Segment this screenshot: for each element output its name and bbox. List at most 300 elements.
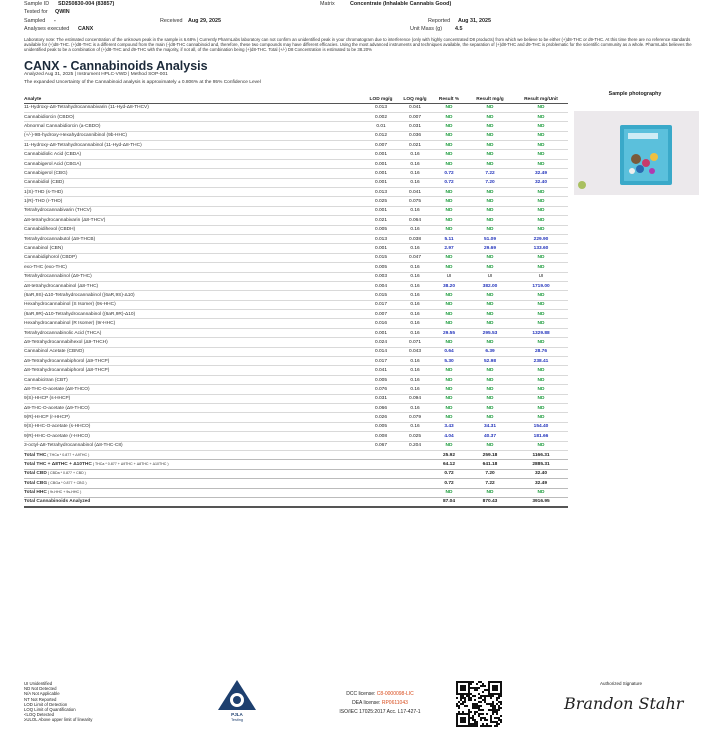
- result-mg-per-unit: ND: [514, 366, 568, 375]
- lod-value: 0.016: [364, 319, 398, 328]
- result-mg-per-g: ND: [466, 131, 514, 140]
- lod-value: 0.021: [364, 216, 398, 225]
- result-percent: ND: [432, 404, 466, 413]
- result-percent: 5.11: [432, 234, 466, 243]
- lod-value: 0.015: [364, 253, 398, 262]
- loq-value: 0.007: [398, 112, 432, 121]
- pjla-accreditation-logo: [214, 678, 260, 724]
- lod-value: 0.013: [364, 234, 398, 243]
- loq-value: 0.16: [398, 272, 432, 281]
- col-analyte: Analyte: [24, 88, 364, 103]
- lod-value: 0.013: [364, 103, 398, 112]
- result-mg-per-g: 40.37: [466, 432, 514, 441]
- analyte-name: 9(S)-HHCP (s-HHCP): [24, 394, 364, 403]
- blank: [364, 460, 398, 469]
- result-mg-per-unit: ND: [514, 441, 568, 450]
- result-percent: ND: [432, 103, 466, 112]
- tested-for: QWIN: [55, 9, 70, 16]
- result-percent: ND: [432, 197, 466, 206]
- table-row: [24, 216, 568, 225]
- total-percent: ND: [432, 488, 466, 497]
- table-row: [24, 141, 568, 150]
- analyte-name: 9(R)-HHC-O-acetate (r-HHCO): [24, 432, 364, 441]
- analyzed-line: Analyzed Aug 31, 2025 | Instrument HPLC-VWD | Method SOP-001: [24, 72, 168, 77]
- analyte-name: Cannabinol Acetate (CBNO): [24, 347, 364, 356]
- sample-id-label: Sample ID: [24, 1, 50, 7]
- result-mg-per-unit: ND: [514, 413, 568, 422]
- total-row: [24, 460, 568, 469]
- signature-label: Authorized Signature: [600, 681, 643, 686]
- loq-value: 0.16: [398, 225, 432, 234]
- result-mg-per-g: ND: [466, 291, 514, 300]
- legend-item: ND Not Detected: [24, 686, 57, 692]
- col-loq: LOQ mg/g: [398, 88, 432, 103]
- analyte-name: Cannabidiphorol (CBDP): [24, 253, 364, 262]
- table-header-row: [24, 88, 568, 103]
- result-mg-per-unit: ND: [514, 404, 568, 413]
- reported-label: Reported: [428, 17, 451, 24]
- col-result-unit: Result mg/Unit: [514, 88, 568, 103]
- table-row: [24, 441, 568, 450]
- total-mg-per-g: 259.18: [466, 450, 514, 459]
- table-row: [24, 253, 568, 262]
- blank: [364, 479, 398, 488]
- analyte-name: Δ9-Tetrahydrocannabiphorol (Δ9-THCP): [24, 357, 364, 366]
- result-mg-per-unit: 32.40: [514, 178, 568, 187]
- sample-id: SD250830-004 (83857): [58, 1, 115, 7]
- table-row: [24, 150, 568, 159]
- result-mg-per-g: ND: [466, 441, 514, 450]
- loq-value: 0.047: [398, 253, 432, 262]
- analyte-name: Cannabidihexol (CBDH): [24, 225, 364, 234]
- total-percent: 87.04: [432, 497, 466, 506]
- dea-number: RP0611043: [381, 700, 408, 706]
- loq-value: 0.041: [398, 103, 432, 112]
- table-row: [24, 300, 568, 309]
- analyte-name: Δ8-THC-O-acetate (Δ8-THCO): [24, 385, 364, 394]
- dcc-label: DCC license:: [346, 691, 376, 697]
- table-row: [24, 366, 568, 375]
- lod-value: 0.031: [364, 394, 398, 403]
- analyte-name: 1(S)-THD (s-THD): [24, 188, 364, 197]
- analyte-name: Cannabigerol (CBG): [24, 169, 364, 178]
- result-percent: ND: [432, 159, 466, 168]
- result-percent: ND: [432, 141, 466, 150]
- table-row: [24, 347, 568, 356]
- result-percent: ND: [432, 394, 466, 403]
- analyte-name: 3-octyl-Δ8-Tetrahydrocannabinol (Δ8-THC-C8): [24, 441, 364, 450]
- result-mg-per-unit: 32.49: [514, 169, 568, 178]
- result-mg-per-unit: ND: [514, 319, 568, 328]
- result-mg-per-unit: 229.90: [514, 234, 568, 243]
- received-label: Received: [160, 17, 183, 24]
- lod-value: 0.012: [364, 131, 398, 140]
- lod-value: 0.007: [364, 141, 398, 150]
- reported-date: Aug 31, 2025: [458, 17, 491, 24]
- result-percent: ND: [432, 150, 466, 159]
- lod-value: 0.076: [364, 385, 398, 394]
- table-row: [24, 263, 568, 272]
- table-row: [24, 338, 568, 347]
- total-mg-per-unit: ND: [514, 488, 568, 497]
- total-mg-per-g: 641.18: [466, 460, 514, 469]
- total-percent: 0.72: [432, 479, 466, 488]
- lod-value: 0.005: [364, 263, 398, 272]
- result-mg-per-g: 7.22: [466, 169, 514, 178]
- lod-value: 0.001: [364, 206, 398, 215]
- total-mg-per-g: ND: [466, 488, 514, 497]
- result-mg-per-unit: UI: [514, 272, 568, 281]
- legend-item: NT Not Reported: [24, 696, 57, 702]
- loq-value: 0.16: [398, 422, 432, 431]
- sampled: -: [54, 17, 56, 24]
- result-percent: ND: [432, 319, 466, 328]
- table-row: [24, 103, 568, 112]
- loq-value: 0.071: [398, 338, 432, 347]
- lod-value: 0.001: [364, 169, 398, 178]
- sampled-label: Sampled: [24, 17, 46, 24]
- result-mg-per-unit: ND: [514, 385, 568, 394]
- lod-value: 0.001: [364, 178, 398, 187]
- table-row: [24, 375, 568, 384]
- total-mg-per-unit: 1166.31: [514, 450, 568, 459]
- loq-value: 0.094: [398, 394, 432, 403]
- analyte-name: Tetrahydrocannabinolic Acid (THCA): [24, 328, 364, 337]
- total-mg-per-unit: 32.49: [514, 479, 568, 488]
- result-mg-per-g: ND: [466, 385, 514, 394]
- lod-value: 0.008: [364, 432, 398, 441]
- legend-item: ≥ULOL Above upper limit of linearity: [24, 717, 93, 723]
- result-mg-per-g: 382.00: [466, 281, 514, 290]
- pjla-logo-subtext: Testing: [230, 718, 244, 722]
- lod-value: 0.025: [364, 197, 398, 206]
- blank: [364, 450, 398, 459]
- result-mg-per-g: 51.09: [466, 234, 514, 243]
- lod-value: 0.001: [364, 150, 398, 159]
- result-mg-per-g: 295.53: [466, 328, 514, 337]
- analyte-name: Hexahydrocannabinol (S Isomer) (9s-HHC): [24, 300, 364, 309]
- sample-photography-label: Sample photography: [608, 91, 662, 97]
- total-row: [24, 469, 568, 478]
- result-mg-per-unit: ND: [514, 159, 568, 168]
- blank: [364, 469, 398, 478]
- result-mg-per-g: ND: [466, 225, 514, 234]
- analyte-name: Tetrahydrocannabinol (Δ9-THC): [24, 272, 364, 281]
- table-row: [24, 159, 568, 168]
- result-mg-per-g: ND: [466, 375, 514, 384]
- result-mg-per-unit: 28.76: [514, 347, 568, 356]
- total-name: Total THC ( THCa * 0.877 + Δ9THC ): [24, 450, 364, 459]
- lod-value: 0.004: [364, 281, 398, 290]
- table-row: [24, 272, 568, 281]
- legend-item: UI Unidentified: [24, 681, 53, 686]
- analyte-name: 9(R)-HHCP (r-HHCP): [24, 413, 364, 422]
- result-mg-per-unit: 154.40: [514, 422, 568, 431]
- loq-value: 0.041: [398, 188, 432, 197]
- result-mg-per-unit: ND: [514, 375, 568, 384]
- blank: [398, 450, 432, 459]
- result-mg-per-g: ND: [466, 319, 514, 328]
- analyte-name: Cannabicitran (CBT): [24, 375, 364, 384]
- table-row: [24, 197, 568, 206]
- result-mg-per-unit: ND: [514, 394, 568, 403]
- blank: [398, 497, 432, 506]
- result-percent: ND: [432, 122, 466, 131]
- result-percent: ND: [432, 300, 466, 309]
- result-mg-per-g: ND: [466, 263, 514, 272]
- table-row: [24, 432, 568, 441]
- result-mg-per-unit: ND: [514, 188, 568, 197]
- result-percent: ND: [432, 225, 466, 234]
- lod-value: 0.015: [364, 291, 398, 300]
- license-block: [320, 690, 440, 717]
- total-percent: 0.72: [432, 469, 466, 478]
- result-mg-per-g: ND: [466, 112, 514, 121]
- table-row: [24, 122, 568, 131]
- table-row: [24, 422, 568, 431]
- analyte-name: Cannabidiolic Acid (CBDA): [24, 150, 364, 159]
- total-percent: 64.12: [432, 460, 466, 469]
- result-mg-per-g: ND: [466, 404, 514, 413]
- result-mg-per-g: ND: [466, 197, 514, 206]
- loq-value: 0.064: [398, 216, 432, 225]
- analyte-name: (+/-)-9B-hydroxy-Hexahydrocannibinol (9b-HHC): [24, 131, 364, 140]
- received-date: Aug 29, 2025: [188, 17, 221, 24]
- analyte-name: 1(R)-THD (r-THD): [24, 197, 364, 206]
- analyte-name: (6aR,9R)-Δ10-Tetrahydrocannabinol ((6aR,9R)-Δ10): [24, 310, 364, 319]
- table-row: [24, 234, 568, 243]
- total-mg-per-unit: 32.40: [514, 469, 568, 478]
- loq-value: 0.16: [398, 385, 432, 394]
- result-percent: 3.43: [432, 422, 466, 431]
- table-row: [24, 188, 568, 197]
- loq-value: 0.16: [398, 150, 432, 159]
- loq-value: 0.038: [398, 234, 432, 243]
- analyte-name: 11-Hydroxy-Δ8-Tetrahydrocannabivarin (11-Hyd-Δ8-THCV): [24, 103, 364, 112]
- result-mg-per-unit: ND: [514, 131, 568, 140]
- loq-value: 0.204: [398, 441, 432, 450]
- result-mg-per-unit: ND: [514, 310, 568, 319]
- loq-value: 0.16: [398, 375, 432, 384]
- table-row: [24, 319, 568, 328]
- loq-value: 0.16: [398, 310, 432, 319]
- table-row: [24, 291, 568, 300]
- table-row: [24, 225, 568, 234]
- total-name: Total Cannabinoids Analyzed: [24, 497, 364, 506]
- result-percent: 0.72: [432, 169, 466, 178]
- result-mg-per-g: 34.31: [466, 422, 514, 431]
- lod-value: 0.014: [364, 347, 398, 356]
- loq-value: 0.16: [398, 291, 432, 300]
- lod-value: 0.007: [364, 310, 398, 319]
- loq-value: 0.16: [398, 300, 432, 309]
- total-name: Total HHC ( 9r-HHC + 9s-HHC ): [24, 488, 364, 497]
- table-row: [24, 281, 568, 290]
- analyte-name: Δ9-THC-O-acetate (Δ9-THCO): [24, 404, 364, 413]
- table-row: [24, 310, 568, 319]
- result-mg-per-g: ND: [466, 253, 514, 262]
- result-mg-per-unit: ND: [514, 122, 568, 131]
- result-percent: 29.55: [432, 328, 466, 337]
- result-mg-per-unit: ND: [514, 300, 568, 309]
- loq-value: 0.16: [398, 244, 432, 253]
- result-percent: ND: [432, 263, 466, 272]
- col-lod: LOD mg/g: [364, 88, 398, 103]
- analyte-name: 9(S)-HHC-O-acetate (s-HHCO): [24, 422, 364, 431]
- result-percent: ND: [432, 338, 466, 347]
- result-percent: ND: [432, 216, 466, 225]
- lod-value: 0.024: [364, 338, 398, 347]
- table-row: [24, 357, 568, 366]
- total-row: [24, 488, 568, 497]
- result-percent: ND: [432, 385, 466, 394]
- lod-value: 0.003: [364, 272, 398, 281]
- iso-accreditation: ISO/IEC 17025:2017 Acc. L17-427-1: [339, 709, 421, 715]
- result-mg-per-unit: 133.60: [514, 244, 568, 253]
- result-percent: 0.64: [432, 347, 466, 356]
- result-mg-per-g: 6.39: [466, 347, 514, 356]
- result-percent: ND: [432, 310, 466, 319]
- analyte-name: Abnormal Cannabidiorcin (a-CBDO): [24, 122, 364, 131]
- loq-value: 0.16: [398, 404, 432, 413]
- loq-value: 0.16: [398, 357, 432, 366]
- dea-license: [320, 699, 440, 708]
- result-percent: ND: [432, 131, 466, 140]
- legend-item: LOD Limit of Detection: [24, 701, 68, 707]
- dea-label: DEA license:: [352, 700, 381, 706]
- result-mg-per-unit: 181.66: [514, 432, 568, 441]
- table-row: [24, 206, 568, 215]
- cannabinoid-table: [24, 88, 568, 508]
- analyte-name: Cannabigerol Acid (CBGA): [24, 159, 364, 168]
- uncertainty-line: The expanded Uncertainty of the Cannabinoid analysis is approximately ± 0.806% at the 95% Confidence Level: [24, 80, 261, 85]
- legend-item: <LOQ Detected: [24, 712, 54, 718]
- result-mg-per-g: ND: [466, 103, 514, 112]
- result-mg-per-unit: ND: [514, 253, 568, 262]
- abbreviation-legend: [24, 681, 92, 723]
- table-row: [24, 404, 568, 413]
- analyte-name: Cannabidiol (CBD): [24, 178, 364, 187]
- lod-value: 0.002: [364, 112, 398, 121]
- result-mg-per-g: ND: [466, 338, 514, 347]
- legend-item: N/A Not Applicable: [24, 691, 60, 697]
- loq-value: 0.16: [398, 206, 432, 215]
- blank: [398, 479, 432, 488]
- result-mg-per-g: ND: [466, 188, 514, 197]
- result-mg-per-unit: ND: [514, 338, 568, 347]
- result-mg-per-g: ND: [466, 141, 514, 150]
- table-row: [24, 169, 568, 178]
- col-result-pct: Result %: [432, 88, 466, 103]
- result-mg-per-unit: ND: [514, 141, 568, 150]
- analyte-name: Δ8-tetrahydrocannabinol (Δ8-THC): [24, 281, 364, 290]
- total-row: [24, 450, 568, 459]
- lod-value: 0.001: [364, 244, 398, 253]
- result-mg-per-unit: ND: [514, 103, 568, 112]
- result-mg-per-g: 52.98: [466, 357, 514, 366]
- lod-value: 0.066: [364, 404, 398, 413]
- qr-code[interactable]: [456, 681, 502, 727]
- total-name: Total THC + Δ8THC + Δ10THC ( THCa * 0.877 + Δ9THC + Δ8THC + Δ10THC ): [24, 460, 364, 469]
- result-mg-per-unit: ND: [514, 263, 568, 272]
- result-percent: ND: [432, 366, 466, 375]
- result-mg-per-unit: ND: [514, 150, 568, 159]
- dcc-number: C8-0000098-LIC: [376, 691, 414, 697]
- pjla-logo-text: PJLA: [231, 712, 243, 717]
- laboratory-note: Laboratory note: The estimated concentration of the unknown peak in the sample is 6.68% | Currently PharmLabs laboratory can not confirm an unidentified peak in your chromatogram due to interference (only with highly concentrated D8 products) from which we believe to be either (+)d8-THC or d9-THC. At this time there are no reference standards available for (+)d8-THC. (+)d8-THC is a different compound from the main (-)d8-THC cannabinoid and, therefore, these two compounds may have different efficacies. Using the most advanced instruments and techniques available, the separation of (+)d8-THC and d9-THC is problematic for the scientific community as a whole. PharmLabs believes the unidentified peak to be a combination of (+)d8-THC and d9-THC with the majority, if not all, of the combination being (+)d8-THC. Total (+/-) D8 Concentration is estimated to be 38.20%: [24, 37, 692, 53]
- total-name: Total CBD ( CBDa * 0.877 + CBD ): [24, 469, 364, 478]
- legend-item: LOQ Limit of Quantification: [24, 707, 76, 713]
- total-name: Total CBG ( CBGa * 0.877 + CBG ): [24, 479, 364, 488]
- result-percent: ND: [432, 112, 466, 121]
- blank: [398, 460, 432, 469]
- lod-value: 0.067: [364, 441, 398, 450]
- authorized-signature: Brandon Stahr: [564, 694, 684, 713]
- result-mg-per-g: ND: [466, 310, 514, 319]
- table-row: [24, 131, 568, 140]
- analyte-name: Δ8-tetrahydrocannabivarin (Δ8-THCV): [24, 216, 364, 225]
- lod-value: 0.041: [364, 366, 398, 375]
- result-mg-per-g: 29.69: [466, 244, 514, 253]
- loq-value: 0.16: [398, 319, 432, 328]
- result-mg-per-unit: ND: [514, 225, 568, 234]
- result-mg-per-unit: 1719.00: [514, 281, 568, 290]
- loq-value: 0.16: [398, 169, 432, 178]
- result-percent: ND: [432, 291, 466, 300]
- loq-value: 0.043: [398, 347, 432, 356]
- result-percent: 5.30: [432, 357, 466, 366]
- result-mg-per-unit: ND: [514, 291, 568, 300]
- loq-value: 0.036: [398, 131, 432, 140]
- analyses: CANX: [78, 26, 94, 33]
- result-mg-per-unit: 1329.88: [514, 328, 568, 337]
- result-mg-per-g: 7.20: [466, 178, 514, 187]
- result-mg-per-g: ND: [466, 366, 514, 375]
- result-mg-per-g: UI: [466, 272, 514, 281]
- loq-value: 0.021: [398, 141, 432, 150]
- blank: [398, 488, 432, 497]
- result-mg-per-unit: ND: [514, 206, 568, 215]
- total-percent: 25.92: [432, 450, 466, 459]
- analyte-name: Cannabinol (CBN): [24, 244, 364, 253]
- matrix: Concentrate (Inhalable Cannabis Good): [350, 1, 452, 7]
- loq-value: 0.16: [398, 281, 432, 290]
- lod-value: 0.026: [364, 413, 398, 422]
- loq-value: 0.079: [398, 413, 432, 422]
- result-percent: UI: [432, 272, 466, 281]
- sample-photo: [574, 111, 699, 195]
- loq-value: 0.075: [398, 197, 432, 206]
- lod-value: 0.005: [364, 375, 398, 384]
- lod-value: 0.017: [364, 357, 398, 366]
- table-row: [24, 244, 568, 253]
- result-mg-per-unit: 238.41: [514, 357, 568, 366]
- blank: [364, 488, 398, 497]
- result-mg-per-g: ND: [466, 300, 514, 309]
- total-mg-per-g: 7.20: [466, 469, 514, 478]
- loq-value: 0.031: [398, 122, 432, 131]
- result-percent: ND: [432, 413, 466, 422]
- section-title: CANX - Cannabinoids Analysis: [24, 59, 208, 73]
- unit-mass: 4.5: [455, 26, 463, 33]
- table-row: [24, 413, 568, 422]
- table-row: [24, 328, 568, 337]
- lod-value: 0.013: [364, 188, 398, 197]
- table-row: [24, 178, 568, 187]
- analyte-name: Δ8-Tetrahydrocannabiphorol (Δ8-THCP): [24, 366, 364, 375]
- lod-value: 0.001: [364, 159, 398, 168]
- analyses-label: Analyses executed: [24, 26, 70, 33]
